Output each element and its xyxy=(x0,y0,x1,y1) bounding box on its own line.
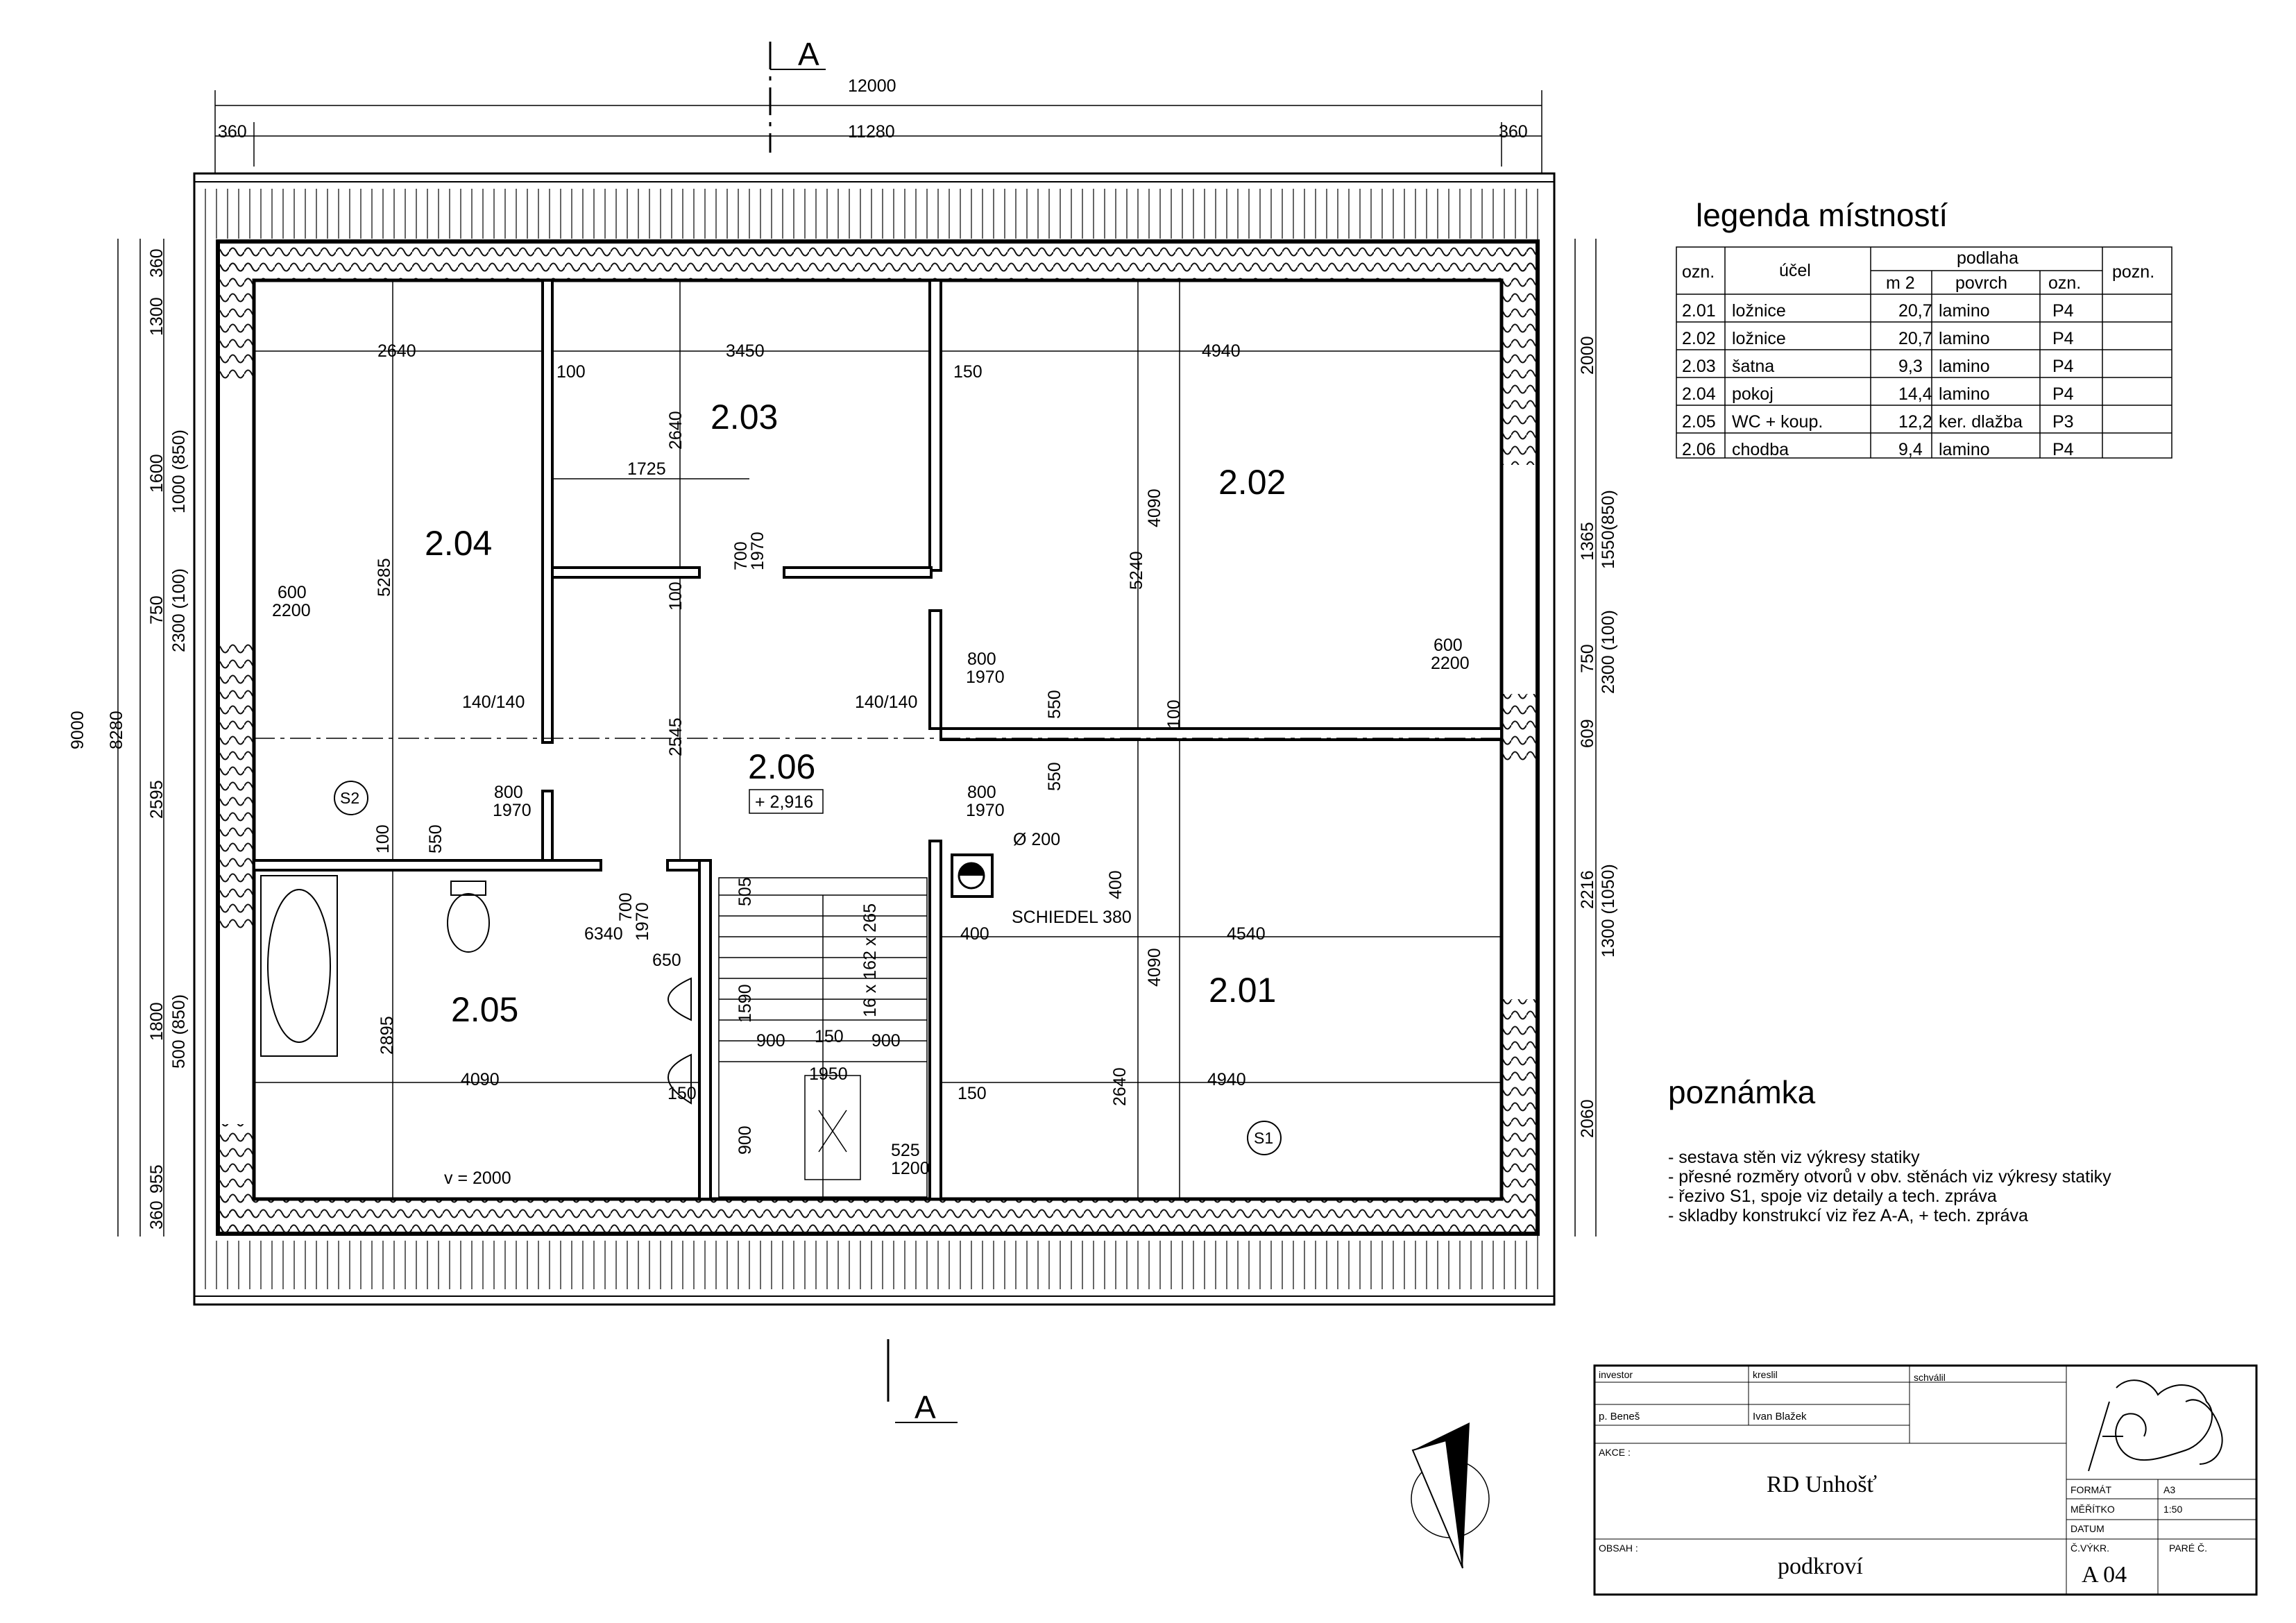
legend-cell-ucel: WC + koup. xyxy=(1732,412,1823,432)
svg-text:400: 400 xyxy=(960,924,989,944)
legend-cell-code: P4 xyxy=(2052,329,2074,348)
svg-text:investor: investor xyxy=(1599,1369,1633,1380)
svg-text:m 2: m 2 xyxy=(1886,273,1915,293)
svg-text:800: 800 xyxy=(967,783,996,802)
svg-text:4090: 4090 xyxy=(461,1070,500,1089)
legend-cell-ucel: šatna xyxy=(1732,357,1775,376)
svg-text:FORMÁT: FORMÁT xyxy=(2070,1484,2112,1495)
note-lines xyxy=(1668,1148,2111,1225)
svg-text:A3: A3 xyxy=(2163,1484,2176,1495)
svg-text:1800: 1800 xyxy=(147,1002,167,1041)
svg-text:955: 955 xyxy=(147,1164,167,1193)
section-mark-top xyxy=(770,36,826,72)
legend-cell-ozn: 2.02 xyxy=(1682,329,1716,348)
svg-text:pozn.: pozn. xyxy=(2112,262,2155,282)
svg-text:- přesné rozměry otvorů v obv.: - přesné rozměry otvorů v obv. stěnách viz výkresy statiky xyxy=(1668,1167,2111,1187)
svg-text:2300 (100): 2300 (100) xyxy=(1599,610,1618,694)
svg-text:700: 700 xyxy=(616,892,636,921)
svg-text:550: 550 xyxy=(426,824,445,853)
svg-text:2000: 2000 xyxy=(1578,336,1597,375)
legend-cell-ozn: 2.05 xyxy=(1682,412,1716,432)
svg-text:100: 100 xyxy=(666,581,686,611)
svg-text:12000: 12000 xyxy=(848,76,896,96)
legend-cell-povrch: lamino xyxy=(1939,301,1990,321)
legend-cell-ucel: chodba xyxy=(1732,440,1789,459)
svg-text:100: 100 xyxy=(556,362,586,382)
section-mark-bottom xyxy=(895,1389,958,1425)
svg-text:kreslil: kreslil xyxy=(1753,1369,1778,1380)
svg-text:1970: 1970 xyxy=(966,668,1005,687)
svg-text:150: 150 xyxy=(815,1027,844,1046)
svg-text:p. Beneš: p. Beneš xyxy=(1599,1411,1640,1422)
svg-text:OBSAH :: OBSAH : xyxy=(1599,1543,1638,1554)
svg-text:1970: 1970 xyxy=(966,801,1005,820)
svg-text:1600: 1600 xyxy=(147,454,167,493)
svg-text:účel: účel xyxy=(1779,261,1811,280)
svg-text:2545: 2545 xyxy=(666,717,686,756)
svg-text:100: 100 xyxy=(373,824,393,853)
svg-text:2060: 2060 xyxy=(1578,1099,1597,1138)
legend-cell-povrch: lamino xyxy=(1939,357,1990,376)
legend-cell-povrch: lamino xyxy=(1939,384,1990,404)
legend-cell-ozn: 2.04 xyxy=(1682,384,1716,404)
svg-text:650: 650 xyxy=(652,951,681,970)
legend-cell-code: P4 xyxy=(2052,301,2074,321)
svg-text:750: 750 xyxy=(147,595,167,624)
legend-cell-ucel: ložnice xyxy=(1732,301,1786,321)
svg-text:1:50: 1:50 xyxy=(2163,1504,2183,1515)
svg-text:RD Unhošť: RD Unhošť xyxy=(1767,1472,1878,1497)
svg-text:AKCE :: AKCE : xyxy=(1599,1447,1631,1458)
svg-text:800: 800 xyxy=(494,783,523,802)
svg-text:1550(850): 1550(850) xyxy=(1599,490,1618,569)
svg-text:2640: 2640 xyxy=(666,411,686,450)
svg-text:1365: 1365 xyxy=(1578,522,1597,561)
svg-text:150: 150 xyxy=(953,362,983,382)
svg-text:ozn.: ozn. xyxy=(2048,273,2082,293)
svg-text:900: 900 xyxy=(756,1031,785,1051)
svg-text:609: 609 xyxy=(1578,719,1597,748)
svg-text:150: 150 xyxy=(667,1084,697,1103)
legend-cell-povrch: lamino xyxy=(1939,440,1990,459)
room-label-2-04: 2.04 xyxy=(425,524,493,563)
svg-text:podkroví: podkroví xyxy=(1778,1554,1863,1579)
svg-text:505: 505 xyxy=(735,877,755,906)
svg-text:Č.VÝKR.: Č.VÝKR. xyxy=(2070,1543,2110,1554)
title-block-texts xyxy=(1599,1369,2207,1588)
svg-text:1200: 1200 xyxy=(891,1159,930,1178)
svg-text:1950: 1950 xyxy=(809,1064,848,1084)
room-label-2-01: 2.01 xyxy=(1209,971,1277,1010)
svg-text:9000: 9000 xyxy=(68,711,87,749)
legend-cell-m2: 14,4 xyxy=(1898,384,1932,404)
svg-text:2895: 2895 xyxy=(377,1016,397,1055)
svg-text:- řezivo S1, spoje viz detaily: - řezivo S1, spoje viz detaily a tech. zpráva xyxy=(1668,1187,1997,1206)
legend-cell-ucel: pokoj xyxy=(1732,384,1774,404)
svg-text:- sestava stěn viz výkresy sta: - sestava stěn viz výkresy statiky xyxy=(1668,1148,1920,1167)
legend-cell-code: P4 xyxy=(2052,440,2074,459)
svg-text:1000 (850): 1000 (850) xyxy=(169,430,189,513)
svg-text:4540: 4540 xyxy=(1227,924,1266,944)
svg-text:2640: 2640 xyxy=(1110,1067,1130,1106)
legend-rows xyxy=(1682,301,2074,459)
svg-text:2200: 2200 xyxy=(272,601,311,620)
svg-text:1590: 1590 xyxy=(735,984,755,1023)
svg-text:podlaha: podlaha xyxy=(1957,248,2018,268)
svg-text:600: 600 xyxy=(278,583,307,602)
svg-text:SCHIEDEL 380: SCHIEDEL 380 xyxy=(1012,908,1132,927)
svg-text:DATUM: DATUM xyxy=(2070,1523,2104,1534)
legend-cell-code: P4 xyxy=(2052,357,2074,376)
svg-text:4940: 4940 xyxy=(1207,1070,1246,1089)
svg-text:2216: 2216 xyxy=(1578,870,1597,909)
svg-text:A 04: A 04 xyxy=(2082,1562,2127,1588)
svg-text:A: A xyxy=(915,1389,936,1425)
svg-text:8280: 8280 xyxy=(107,711,126,749)
legend-title: legenda místností xyxy=(1696,197,1948,233)
svg-text:1970: 1970 xyxy=(748,532,767,570)
svg-text:100: 100 xyxy=(1164,699,1184,729)
svg-text:schválil: schválil xyxy=(1914,1372,1946,1383)
legend-cell-code: P3 xyxy=(2052,412,2074,432)
svg-text:550: 550 xyxy=(1045,762,1064,791)
svg-text:PARÉ Č.: PARÉ Č. xyxy=(2169,1543,2207,1554)
room-label-2-05: 2.05 xyxy=(451,990,519,1029)
svg-text:Ø 200: Ø 200 xyxy=(1013,830,1061,849)
svg-text:3450: 3450 xyxy=(726,341,765,361)
svg-text:550: 550 xyxy=(1045,690,1064,719)
legend-cell-ozn: 2.01 xyxy=(1682,301,1716,321)
svg-text:140/140: 140/140 xyxy=(855,692,918,712)
chimney xyxy=(959,863,984,888)
note-title: poznámka xyxy=(1668,1074,1816,1110)
svg-text:140/140: 140/140 xyxy=(462,692,525,712)
north-arrow-icon xyxy=(1411,1422,1489,1568)
legend-cell-ozn: 2.03 xyxy=(1682,357,1716,376)
svg-text:150: 150 xyxy=(958,1084,987,1103)
svg-text:4090: 4090 xyxy=(1145,948,1164,987)
svg-text:900: 900 xyxy=(871,1031,901,1051)
svg-text:2300 (100): 2300 (100) xyxy=(169,568,189,652)
logo-emblem xyxy=(2089,1380,2222,1471)
svg-text:700: 700 xyxy=(731,541,751,570)
svg-text:- skladby konstrukcí viz řez A: - skladby konstrukcí viz řez A-A, + tech. zpráva xyxy=(1668,1206,2028,1225)
svg-text:Ivan Blažek: Ivan Blažek xyxy=(1753,1411,1807,1422)
svg-text:2200: 2200 xyxy=(1431,654,1470,673)
legend-cell-m2: 20,7 xyxy=(1898,301,1932,321)
level-marker xyxy=(749,790,823,813)
svg-text:400: 400 xyxy=(1106,870,1125,899)
svg-text:360: 360 xyxy=(147,1200,167,1230)
svg-text:povrch: povrch xyxy=(1955,273,2008,293)
detail-marker-s2 xyxy=(334,781,368,815)
svg-text:900: 900 xyxy=(735,1125,755,1155)
svg-text:A: A xyxy=(798,36,819,72)
svg-text:1970: 1970 xyxy=(493,801,532,820)
room-label-2-06: 2.06 xyxy=(748,747,816,786)
legend-cell-povrch: ker. dlažba xyxy=(1939,412,2023,432)
svg-text:600: 600 xyxy=(1434,636,1463,655)
legend-cell-m2: 9,4 xyxy=(1898,440,1923,459)
svg-text:16 x 162 x 265: 16 x 162 x 265 xyxy=(860,903,880,1017)
legend-cell-m2: 12,2 xyxy=(1898,412,1932,432)
svg-text:ozn.: ozn. xyxy=(1682,262,1715,282)
svg-text:S1: S1 xyxy=(1254,1129,1274,1147)
svg-text:1300 (1050): 1300 (1050) xyxy=(1599,864,1618,958)
legend-cell-m2: 20,7 xyxy=(1898,329,1932,348)
svg-text:800: 800 xyxy=(967,649,996,669)
svg-text:11280: 11280 xyxy=(848,122,895,142)
legend-cell-m2: 9,3 xyxy=(1898,357,1923,376)
svg-text:v = 2000: v = 2000 xyxy=(444,1169,511,1188)
svg-text:4940: 4940 xyxy=(1202,341,1241,361)
svg-text:2640: 2640 xyxy=(377,341,416,361)
svg-text:2595: 2595 xyxy=(147,780,167,819)
title-block xyxy=(1595,1366,2256,1595)
legend-cell-ucel: ložnice xyxy=(1732,329,1786,348)
svg-text:360: 360 xyxy=(1499,122,1528,142)
svg-text:1300: 1300 xyxy=(147,297,167,336)
svg-text:360: 360 xyxy=(218,122,247,142)
legend-cell-ozn: 2.06 xyxy=(1682,440,1716,459)
svg-text:5240: 5240 xyxy=(1127,551,1146,590)
svg-text:1970: 1970 xyxy=(633,902,652,941)
svg-text:4090: 4090 xyxy=(1145,488,1164,527)
svg-text:MĚŘÍTKO: MĚŘÍTKO xyxy=(2070,1504,2115,1515)
svg-text:750: 750 xyxy=(1578,644,1597,673)
svg-text:5285: 5285 xyxy=(375,558,394,597)
svg-text:500 (850): 500 (850) xyxy=(169,994,189,1069)
room-label-2-03: 2.03 xyxy=(711,398,779,436)
svg-text:360: 360 xyxy=(147,248,167,278)
svg-text:6340: 6340 xyxy=(584,924,623,944)
svg-text:525: 525 xyxy=(891,1141,920,1160)
svg-text:S2: S2 xyxy=(340,789,360,807)
room-label-2-02: 2.02 xyxy=(1218,463,1286,502)
legend-cell-code: P4 xyxy=(2052,384,2074,404)
detail-marker-s1 xyxy=(1248,1121,1281,1155)
svg-text:1725: 1725 xyxy=(627,459,666,479)
svg-text:+ 2,916: + 2,916 xyxy=(755,792,814,812)
legend-cell-povrch: lamino xyxy=(1939,329,1990,348)
